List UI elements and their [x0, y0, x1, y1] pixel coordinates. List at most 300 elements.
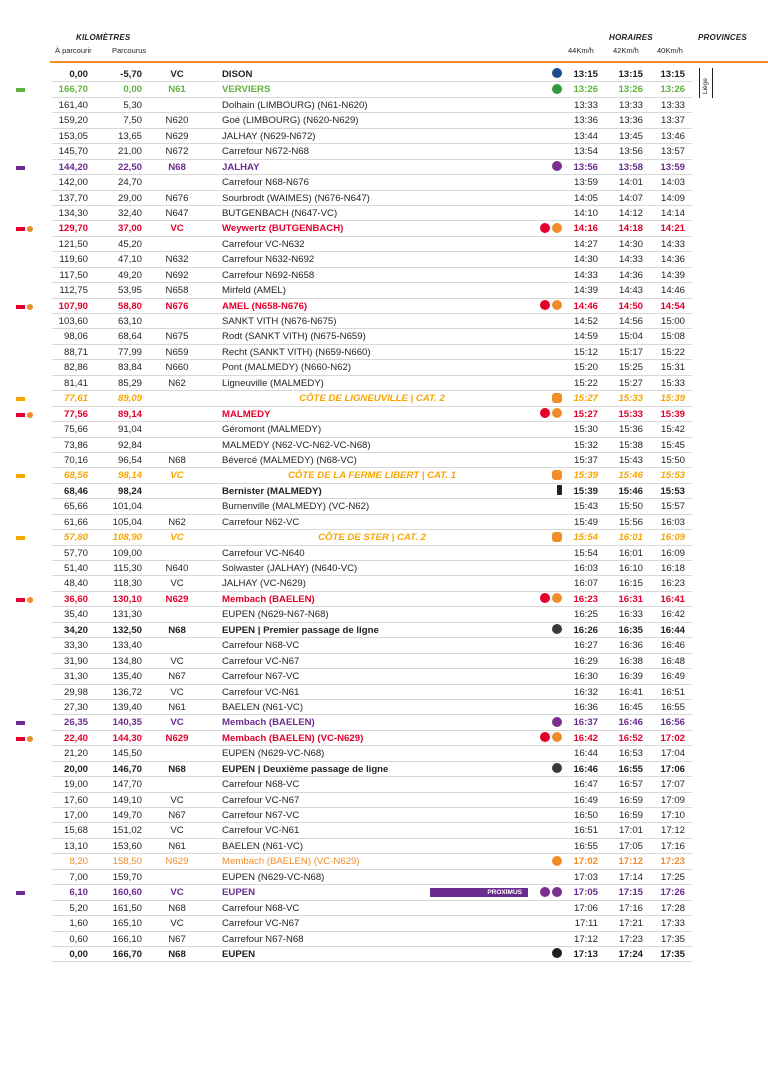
km-covered: 108,90 [112, 532, 142, 544]
bonification-icon [540, 732, 550, 742]
place-name: BUTGENBACH (N647-VC) [222, 207, 338, 219]
row-marker [16, 268, 48, 283]
sprint-icon [552, 887, 562, 897]
time-40kmh: 13:37 [660, 115, 685, 127]
km-remaining: 73,86 [63, 439, 88, 451]
road-code: VC [170, 918, 184, 930]
time-42kmh: 15:50 [618, 501, 643, 513]
bonification-icon [540, 300, 550, 310]
road-code: N68 [168, 161, 186, 173]
time-40kmh: 13:59 [660, 161, 685, 173]
table-row [0, 885, 768, 900]
table-row [0, 113, 768, 128]
time-44kmh: 13:54 [573, 146, 598, 158]
road-code: N68 [168, 948, 186, 960]
km-covered: 147,70 [112, 779, 142, 791]
place-name: EUPEN | Premier passage de ligne [222, 624, 379, 636]
time-44kmh: 13:56 [573, 161, 598, 173]
bonification-icon [540, 223, 550, 233]
table-row [0, 468, 768, 483]
km-remaining: 57,70 [63, 547, 88, 559]
row-marker [16, 623, 48, 638]
road-code: N659 [165, 346, 189, 358]
header-divider [50, 61, 768, 63]
time-40kmh: 14:36 [660, 254, 685, 266]
row-marker [16, 98, 48, 113]
time-44kmh: 16:49 [573, 794, 598, 806]
time-42kmh: 16:38 [618, 655, 643, 667]
table-row [0, 237, 768, 252]
bonification-icon [540, 408, 550, 418]
row-marker [16, 129, 48, 144]
time-42kmh: 15:46 [618, 485, 643, 497]
km-covered: 158,50 [112, 856, 142, 868]
km-remaining: 29,98 [63, 686, 88, 698]
table-row [0, 669, 768, 684]
row-marker [16, 854, 48, 869]
place-name: Membach (BAELEN) [222, 717, 315, 729]
row-marker [16, 947, 48, 962]
row-icons [531, 623, 562, 638]
row-marker [16, 746, 48, 761]
place-name: BAELEN (N61-VC) [222, 840, 304, 852]
time-42kmh: 15:43 [618, 454, 643, 466]
time-44kmh: 17:03 [573, 871, 598, 883]
km-remaining: 26,35 [63, 717, 88, 729]
row-marker [16, 299, 48, 314]
time-42kmh: 16:59 [618, 810, 643, 821]
place-name: MALMEDY (N62-VC-N62-VC-N68) [222, 439, 371, 451]
time-42kmh: 15:38 [618, 439, 643, 451]
km-covered: 47,10 [117, 254, 142, 266]
red-bar-marker [16, 737, 25, 741]
time-42kmh: 16:31 [618, 593, 643, 605]
row-icons [531, 854, 562, 869]
time-42kmh: 14:18 [618, 223, 643, 235]
time-40kmh: 17:35 [660, 948, 685, 960]
green-bar-marker [16, 88, 25, 92]
time-44kmh: 16:26 [573, 624, 598, 636]
time-44kmh: 15:32 [573, 439, 598, 451]
time-44kmh: 14:33 [573, 269, 598, 281]
time-40kmh: 17:26 [660, 887, 685, 899]
time-42kmh: 16:46 [618, 717, 643, 729]
time-44kmh: 16:37 [573, 717, 598, 729]
km-remaining: 13,10 [63, 840, 88, 852]
bonification-icon [540, 593, 550, 603]
place-name: Carrefour N68-VC [222, 779, 300, 791]
time-40kmh: 15:31 [660, 362, 685, 374]
road-code: N660 [165, 362, 189, 374]
km-remaining: 21,20 [63, 748, 88, 760]
row-marker [16, 546, 48, 561]
time-44kmh: 15:20 [573, 362, 598, 374]
time-40kmh: 15:33 [660, 377, 685, 389]
orange-bar-marker [16, 474, 25, 478]
km-remaining: 103,60 [58, 316, 88, 327]
time-40kmh: 16:46 [660, 640, 685, 652]
km-covered: 151,02 [112, 825, 142, 837]
row-marker [16, 191, 48, 206]
time-42kmh: 17:01 [618, 825, 643, 837]
time-40kmh: 16:49 [660, 671, 685, 683]
table-row [0, 576, 768, 591]
bonus-dot-marker [27, 304, 33, 310]
km-remaining: 82,86 [63, 362, 88, 374]
place-name: EUPEN | Deuxième passage de ligne [222, 763, 389, 775]
row-icons [531, 484, 562, 499]
place-name: DISON [222, 69, 253, 80]
time-40kmh: 16:56 [660, 717, 685, 729]
km-remaining: 17,60 [63, 794, 88, 806]
km-remaining: 22,40 [63, 732, 88, 744]
place-name: Carrefour N68-VC [222, 902, 300, 914]
row-marker [16, 499, 48, 514]
table-row [0, 607, 768, 622]
km-covered: 32,40 [117, 207, 142, 219]
time-40kmh: 17:04 [660, 748, 685, 760]
km-covered: 85,29 [117, 377, 142, 389]
table-row [0, 360, 768, 375]
km-covered: 77,99 [117, 346, 142, 358]
place-name: CÔTE DE STER | CAT. 2 [318, 532, 426, 544]
time-42kmh: 14:50 [618, 300, 643, 312]
speed-40-header: 40Km/h [657, 46, 683, 55]
table-row [0, 731, 768, 746]
time-44kmh: 16:46 [573, 763, 598, 775]
km-covered: 101,04 [112, 501, 142, 513]
km-covered: 63,10 [117, 316, 142, 327]
row-marker [16, 932, 48, 947]
time-40kmh: 16:18 [660, 563, 685, 574]
row-marker [16, 345, 48, 360]
km-remaining: 34,20 [63, 624, 88, 636]
km-remaining: 129,70 [58, 223, 88, 235]
table-row [0, 98, 768, 113]
km-covered: 115,30 [113, 563, 142, 574]
time-42kmh: 17:05 [618, 840, 643, 852]
time-40kmh: 15:50 [660, 454, 685, 466]
orange-bar-marker [16, 397, 25, 401]
place-name: JALHAY [222, 161, 260, 173]
time-42kmh: 16:10 [618, 563, 643, 574]
bonus-dot-marker [27, 736, 33, 742]
road-code: VC [170, 470, 184, 482]
time-40kmh: 15:00 [660, 316, 685, 327]
time-42kmh: 13:33 [618, 99, 643, 111]
place-name: Carrefour N68-VC [222, 640, 300, 652]
km-covered: 91,04 [117, 424, 142, 436]
road-code: VC [170, 887, 184, 899]
km-covered: 131,30 [112, 609, 142, 621]
climb-icon [552, 393, 562, 403]
place-name: Carrefour VC-N61 [222, 686, 300, 698]
km-remaining: 33,30 [63, 640, 88, 652]
place-name: Bévercé (MALMEDY) (N68-VC) [222, 454, 357, 466]
table-row [0, 793, 768, 808]
time-40kmh: 13:15 [660, 69, 685, 80]
table-row [0, 854, 768, 869]
row-icons [531, 468, 562, 483]
finish-line-pass-icon [552, 763, 562, 773]
time-40kmh: 16:42 [660, 609, 685, 621]
km-remaining: 0,00 [69, 948, 88, 960]
km-remaining: 119,60 [59, 254, 88, 266]
time-44kmh: 14:27 [573, 238, 598, 250]
table-row [0, 129, 768, 144]
table-row [0, 438, 768, 453]
table-row [0, 932, 768, 947]
road-code: VC [170, 794, 184, 806]
time-40kmh: 14:33 [660, 238, 685, 250]
row-marker [16, 391, 48, 406]
time-42kmh: 14:36 [618, 269, 643, 281]
km-remaining: 61,66 [63, 516, 88, 528]
time-42kmh: 16:01 [618, 532, 643, 544]
table-row [0, 329, 768, 344]
road-code: N61 [168, 701, 186, 713]
time-40kmh: 17:33 [660, 918, 685, 930]
time-44kmh: 16:51 [573, 825, 598, 837]
place-name: Membach (BAELEN) (VC-N629) [222, 732, 364, 744]
time-40kmh: 16:48 [660, 655, 685, 667]
km-remaining: 68,56 [63, 470, 88, 482]
time-42kmh: 17:24 [618, 948, 643, 960]
time-44kmh: 15:22 [573, 377, 598, 389]
km-covered: 83,84 [117, 362, 142, 374]
km-covered: 49,20 [117, 269, 142, 281]
row-icons [531, 391, 562, 406]
km-remaining: 6,10 [69, 887, 88, 899]
table-row [0, 638, 768, 653]
place-name: Carrefour VC-N640 [222, 547, 305, 559]
km-remaining: 137,70 [58, 192, 88, 204]
time-42kmh: 14:33 [618, 254, 643, 266]
time-42kmh: 17:21 [618, 918, 643, 930]
time-40kmh: 14:09 [660, 192, 685, 204]
place-name: CÔTE DE LIGNEUVILLE | CAT. 2 [299, 393, 445, 405]
time-44kmh: 16:25 [573, 609, 598, 621]
place-name: Recht (SANKT VITH) (N659-N660) [222, 346, 371, 358]
place-name: Géromont (MALMEDY) [222, 424, 322, 436]
km-remaining: 77,56 [63, 408, 88, 420]
bonus-dot-marker [27, 226, 33, 232]
time-44kmh: 14:52 [573, 316, 598, 327]
table-row [0, 484, 768, 499]
table-row [0, 839, 768, 854]
row-marker [16, 561, 48, 576]
time-44kmh: 13:44 [573, 130, 598, 142]
place-name: EUPEN (N629-N67-N68) [222, 609, 329, 621]
table-row [0, 283, 768, 298]
place-name: MALMEDY [222, 408, 271, 420]
speed-44-header: 44Km/h [568, 46, 594, 55]
row-icons [531, 885, 562, 900]
km-remaining: 57,80 [63, 532, 88, 544]
time-40kmh: 15:39 [660, 393, 685, 405]
time-40kmh: 14:14 [660, 207, 685, 219]
km-covered: 146,70 [112, 763, 142, 775]
time-42kmh: 16:39 [618, 671, 643, 683]
road-code: N67 [168, 933, 186, 945]
km-remaining: 159,20 [58, 115, 88, 127]
km-covered: 53,95 [117, 285, 142, 297]
road-code: N676 [165, 300, 189, 312]
time-42kmh: 15:33 [618, 408, 643, 420]
table-row [0, 144, 768, 159]
km-covered: 136,72 [112, 686, 142, 698]
time-44kmh: 13:26 [573, 84, 598, 96]
orange-bar-marker [16, 536, 25, 540]
row-marker [16, 654, 48, 669]
time-40kmh: 13:26 [660, 84, 685, 96]
times-group-header: HORAIRES [609, 33, 653, 42]
time-44kmh: 13:15 [573, 69, 598, 80]
row-marker [16, 762, 48, 777]
place-name: Carrefour VC-N632 [222, 238, 305, 250]
row-marker [16, 715, 48, 730]
place-name: BAELEN (N61-VC) [222, 701, 304, 713]
time-44kmh: 15:27 [573, 408, 598, 420]
sprint-icon [540, 887, 550, 897]
time-40kmh: 14:39 [660, 269, 685, 281]
time-44kmh: 14:16 [573, 223, 598, 235]
time-40kmh: 14:46 [660, 285, 685, 297]
time-42kmh: 16:41 [618, 686, 643, 698]
bonus-dot-marker [27, 412, 33, 418]
table-row [0, 268, 768, 283]
road-code: VC [170, 532, 184, 544]
km-covered: 96,54 [117, 454, 142, 466]
table-row [0, 530, 768, 545]
road-code: VC [170, 655, 184, 667]
row-marker [16, 638, 48, 653]
time-42kmh: 14:07 [618, 192, 643, 204]
table-row [0, 623, 768, 638]
place-name: EUPEN [222, 948, 256, 960]
road-code: N647 [165, 207, 189, 219]
place-name: EUPEN (N629-VC-N68) [222, 748, 325, 760]
time-40kmh: 15:57 [660, 501, 685, 513]
table-row [0, 299, 768, 314]
table-row [0, 252, 768, 267]
time-42kmh: 13:56 [618, 146, 643, 158]
intermediate-sprint-icon [552, 732, 562, 742]
time-44kmh: 15:12 [573, 346, 598, 358]
time-44kmh: 15:39 [573, 485, 598, 497]
time-44kmh: 17:12 [573, 933, 598, 945]
row-icons [531, 160, 562, 175]
time-42kmh: 13:36 [618, 115, 643, 127]
time-42kmh: 13:26 [618, 84, 643, 96]
table-row [0, 453, 768, 468]
row-marker [16, 731, 48, 746]
row-marker [16, 160, 48, 175]
place-name: Carrefour VC-N61 [222, 825, 300, 837]
table-row [0, 499, 768, 514]
row-marker [16, 144, 48, 159]
row-marker [16, 468, 48, 483]
road-code: N629 [165, 130, 189, 142]
km-remaining: 5,20 [69, 902, 88, 914]
row-icons [531, 715, 562, 730]
km-covered: 22,50 [117, 161, 142, 173]
km-covered: 105,04 [112, 516, 142, 528]
time-42kmh: 16:59 [618, 794, 643, 806]
time-40kmh: 15:22 [660, 346, 685, 358]
time-40kmh: 16:51 [660, 686, 685, 698]
time-44kmh: 15:43 [573, 501, 598, 513]
km-covered: 13,65 [117, 130, 142, 142]
place-name: Burnenville (MALMEDY) (VC-N62) [222, 501, 370, 513]
row-marker [16, 314, 48, 329]
km-remaining: 70,16 [63, 454, 88, 466]
km-remaining: 117,50 [59, 269, 88, 281]
km-group-header: KILOMÈTRES [76, 33, 131, 42]
km-covered: 130,10 [112, 593, 142, 605]
table-row [0, 376, 768, 391]
place-name: Ligneuville (MALMEDY) [222, 377, 324, 389]
time-42kmh: 16:36 [618, 640, 643, 652]
time-40kmh: 13:46 [660, 130, 685, 142]
table-row [0, 592, 768, 607]
time-42kmh: 16:15 [618, 578, 643, 590]
row-icons [531, 731, 562, 746]
km-remaining: 161,40 [58, 99, 88, 111]
time-40kmh: 14:03 [660, 177, 685, 189]
row-marker [16, 453, 48, 468]
time-44kmh: 16:44 [573, 748, 598, 760]
row-marker [16, 592, 48, 607]
itinerary-table [0, 67, 768, 962]
time-44kmh: 16:23 [573, 593, 598, 605]
row-icons [531, 221, 562, 236]
time-44kmh: 17:02 [573, 856, 598, 868]
red-bar-marker [16, 305, 25, 309]
time-44kmh: 15:54 [573, 547, 598, 559]
time-42kmh: 15:04 [618, 331, 643, 343]
road-code: N620 [165, 115, 189, 127]
table-row [0, 160, 768, 175]
km-covered: 92,84 [117, 439, 142, 451]
time-40kmh: 15:53 [660, 470, 685, 482]
km-remaining: 35,40 [63, 609, 88, 621]
time-42kmh: 14:01 [618, 177, 643, 189]
row-icons [531, 592, 562, 607]
km-covered: 161,50 [112, 902, 142, 914]
km-covered: 98,14 [117, 470, 142, 482]
place-name: SANKT VITH (N676-N675) [222, 316, 337, 327]
provinces-header: PROVINCES [698, 33, 747, 42]
time-40kmh: 17:09 [660, 794, 685, 806]
time-40kmh: 16:03 [660, 516, 685, 528]
time-44kmh: 16:47 [573, 779, 598, 791]
row-marker [16, 901, 48, 916]
km-remaining: 75,66 [63, 424, 88, 436]
time-40kmh: 15:45 [660, 439, 685, 451]
finish-line-pass-icon [552, 624, 562, 634]
time-40kmh: 15:39 [660, 408, 685, 420]
row-marker [16, 329, 48, 344]
row-marker [16, 283, 48, 298]
road-code: N629 [165, 856, 189, 868]
km-covered: 0,00 [123, 84, 142, 96]
km-remaining: 77,61 [63, 393, 88, 405]
table-row [0, 407, 768, 422]
km-covered: 58,80 [117, 300, 142, 312]
road-code: N629 [165, 732, 189, 744]
row-marker [16, 252, 48, 267]
